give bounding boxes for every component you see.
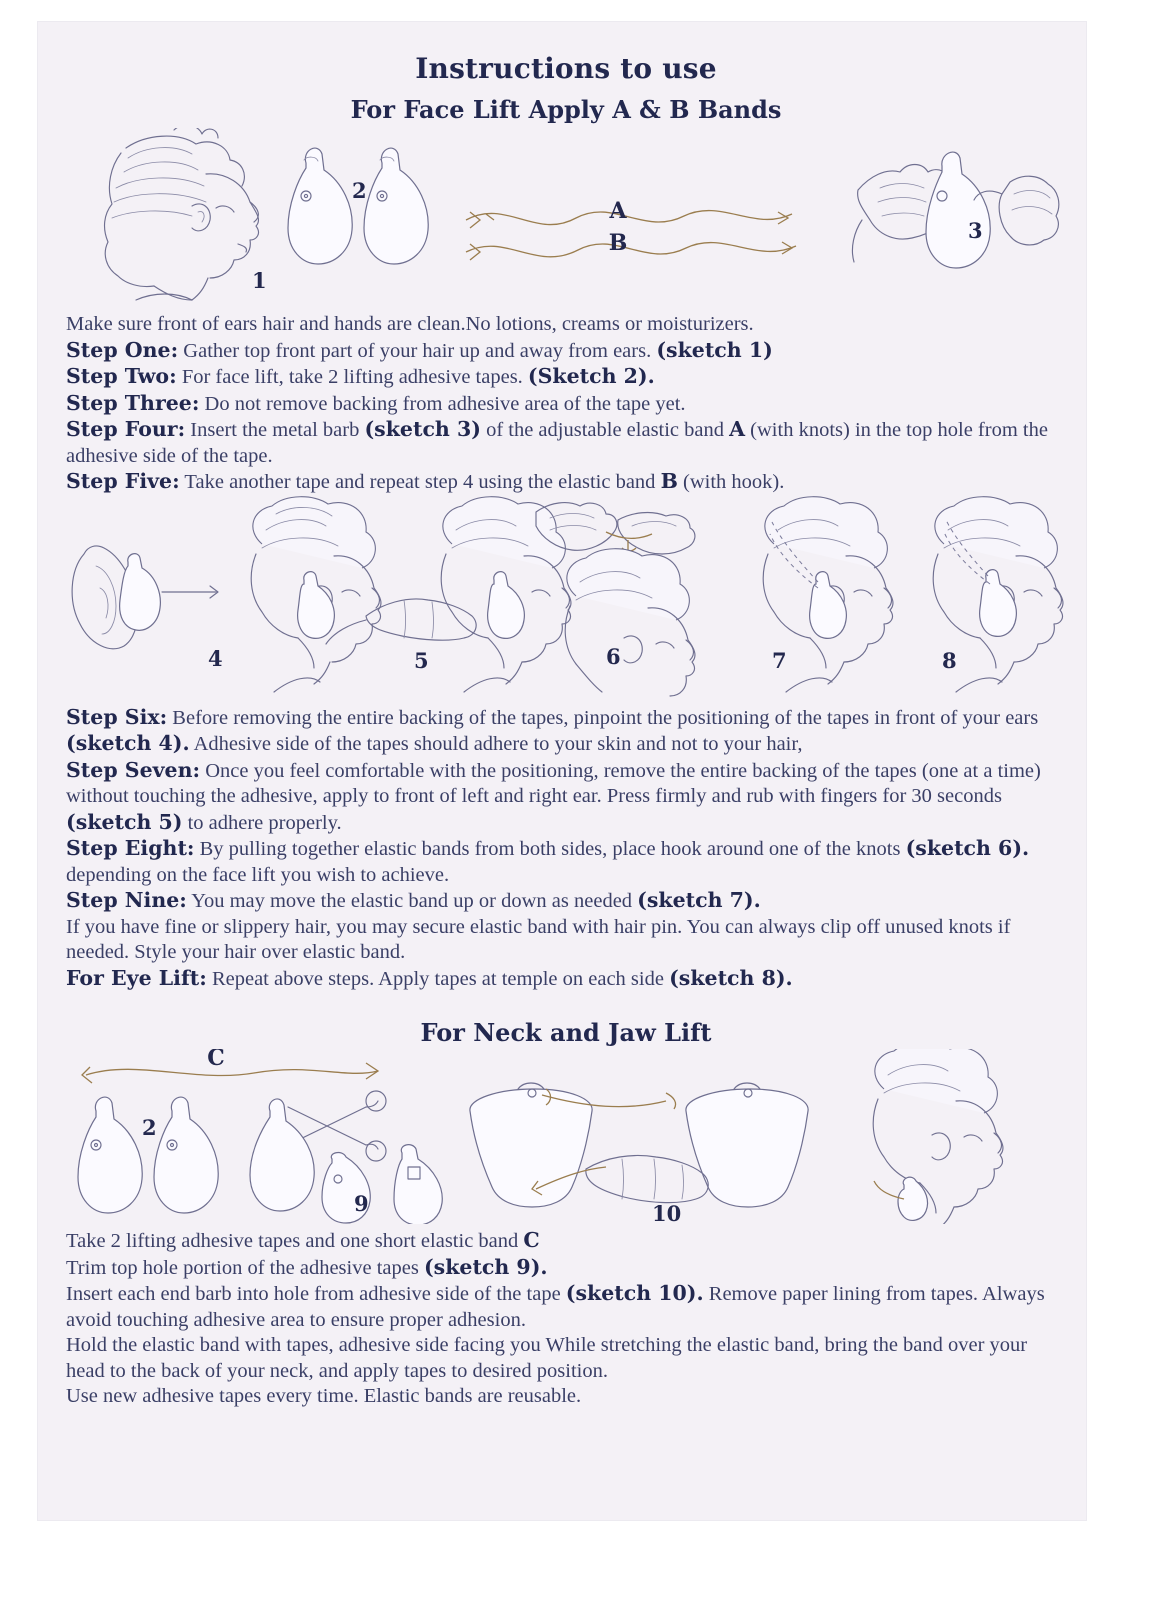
step-eight-text2: depending on the face lift you wish to achieve. [66, 863, 450, 886]
step-nine-sketch-ref: (sketch 7). [637, 888, 761, 912]
neck-line-3-text-a: Insert each end barb into hole from adhesive side of the tape [66, 1283, 566, 1305]
sketch-6-number: 6 [606, 643, 621, 669]
step-six-text: Before removing the entire backing of the tapes, pinpoint the positioning of the tapes in front of your ears [167, 706, 1039, 729]
step-six [66, 705, 1066, 758]
sketch-1-number: 1 [252, 268, 267, 293]
step-two [66, 364, 1066, 391]
face-lift-instructions [66, 312, 1066, 496]
step-three-text: Do not remove backing from adhesive area of the tape yet. [199, 392, 686, 415]
instruction-sheet [38, 22, 1086, 1520]
sketch-2b-number: 2 [142, 1115, 157, 1140]
sketch-1-head-hair-up [105, 128, 267, 300]
neck-line-3 [66, 1281, 1066, 1333]
step-four [66, 417, 1066, 469]
step-six-label: Step Six: [66, 704, 168, 729]
step-two-label: Step Two: [66, 364, 177, 388]
step-nine [66, 888, 1066, 915]
sketch-2b-two-tapes [78, 1097, 218, 1213]
sketch-group-1 [66, 128, 1066, 308]
neck-line-3-text-b: Remove paper lining from tapes. Always avoid touching adhesive area to ensure proper adhesion. [66, 1283, 1045, 1331]
sketch-8-number: 8 [942, 647, 957, 673]
neck-sketch-10-ref: (sketch 10). [565, 1281, 704, 1305]
face-lift-subtitle: For Face Lift Apply A & B Bands [350, 95, 782, 124]
sketch-10-number: 10 [652, 1201, 682, 1224]
figure-row-face-lift-middle [66, 496, 1066, 701]
step-seven-label: Step Seven: [66, 757, 201, 782]
neck-line-1 [66, 1228, 1066, 1255]
sketch-3-hands-barb [852, 152, 1058, 268]
step-eight-sketch-ref: (sketch 6). [905, 836, 1030, 860]
sketch-4-number: 4 [208, 645, 223, 671]
step-five-text2: (with hook). [677, 471, 785, 493]
step-three [66, 391, 1066, 418]
page-title: Instructions to use [415, 52, 717, 85]
eye-lift-line [66, 966, 1066, 993]
step-six-sketch-ref: (sketch 4). [66, 731, 190, 755]
face-lift-instructions-continued [66, 705, 1066, 993]
step-five-band-b: B [660, 469, 678, 493]
intro-line: Make sure front of ears hair and hands are clean.No lotions, creams or moisturizers. [66, 313, 754, 335]
step-seven-text2: to adhere properly. [182, 811, 342, 834]
eye-lift-sketch-ref: (sketch 8). [669, 965, 793, 990]
step-two-text: For face lift, take 2 lifting adhesive tapes. [176, 366, 528, 388]
neck-line-4: Hold the elastic band with tapes, adhesive side facing you While stretching the elastic band, bring the band over your head to the back of your neck, and apply tapes to desired position. [66, 1334, 1028, 1382]
sketch-4-ear-position [72, 496, 381, 691]
step-one-sketch-ref: (sketch 1) [656, 337, 773, 362]
step-six-text2: Adhesive side of the tapes should adhere to your skin and not to your hair, [189, 733, 803, 755]
sketch-6-hook-knot [536, 502, 695, 695]
figure-row-face-lift-top [66, 128, 1066, 308]
step-one [66, 338, 1066, 365]
sketch-2-number: 2 [352, 178, 367, 203]
sketch-5-number: 5 [414, 647, 429, 673]
neck-band-c: C [523, 1228, 540, 1252]
sketch-band-b [466, 230, 796, 260]
step-seven-sketch-ref: (sketch 5) [66, 809, 183, 834]
sketch-group-3 [66, 1049, 1066, 1224]
band-b-label: B [608, 230, 628, 256]
neck-sketch-9-ref: (sketch 9). [423, 1254, 548, 1279]
band-c-label: C [207, 1049, 225, 1071]
step-one-label: Step One: [66, 337, 179, 362]
step-three-label: Step Three: [66, 390, 200, 415]
neck-line-2-text: Trim top hole portion of the adhesive tapes [66, 1256, 424, 1279]
neck-jaw-section-title: For Neck and Jaw Lift [420, 1018, 712, 1047]
neck-line-2 [66, 1255, 1066, 1282]
step-four-label: Step Four: [66, 417, 186, 441]
step-five-text: Take another tape and repeat step 4 using the elastic band [179, 471, 661, 493]
step-nine-text: You may move the elastic band up or down as needed [186, 890, 638, 912]
step-seven [66, 758, 1066, 837]
sketch-2-two-tapes [288, 148, 428, 264]
step-eight-text: By pulling together elastic bands from both sides, place hook around one of the knots [194, 838, 906, 860]
step-one-text: Gather top front part of your hair up and away from ears. [178, 339, 657, 362]
step-four-text2: of the adjustable elastic band [480, 419, 730, 441]
step-four-text: Insert the metal barb [185, 419, 365, 441]
sheet-content [66, 40, 1066, 1410]
eye-lift-label: For Eye Lift: [66, 965, 207, 990]
step-four-sketch-ref: (sketch 3) [364, 417, 481, 441]
step-eight [66, 836, 1066, 888]
band-a-label: A [609, 198, 627, 224]
neck-line-5: Use new adhesive tapes every time. Elastic bands are reusable. [66, 1385, 582, 1407]
step-seven-text: Once you feel comfortable with the positioning, remove the entire backing of the tapes (one at a time) without touching the adhesive, apply to front of left and right ear. Press firmly and rub with fingers for 30 seconds [66, 759, 1041, 807]
eye-lift-text: Repeat above steps. Apply tapes at temple on each side [206, 967, 670, 990]
sketch-7-band-adjust [763, 496, 893, 691]
sketch-9-number: 9 [354, 1191, 369, 1216]
sketch-3-number: 3 [968, 218, 983, 243]
step-eight-label: Step Eight: [66, 836, 195, 860]
step-five-label: Step Five: [66, 469, 180, 493]
sketch-10-insert-barbs [470, 1083, 808, 1224]
neck-jaw-instructions [66, 1228, 1066, 1410]
neck-line-1-text: Take 2 lifting adhesive tapes and one short elastic band [66, 1230, 524, 1252]
sketch-9-trim-tapes [250, 1091, 442, 1224]
sketch-band-a [466, 198, 792, 228]
sketch-neck-result [873, 1049, 1003, 1224]
step-nine-label: Step Nine: [66, 888, 187, 912]
sketch-7-number: 7 [772, 647, 787, 673]
sketch-group-2 [66, 496, 1066, 701]
sketch-band-c [82, 1049, 378, 1083]
step-two-sketch-ref: (Sketch 2). [527, 364, 655, 388]
step-four-band-a: A [729, 417, 746, 441]
sketch-8-eye-lift [933, 496, 1063, 691]
hair-pin-note: If you have fine or slippery hair, you may secure elastic band with hair pin. You can always clip off unused knots if needed. Style your hair over elastic band. [66, 915, 1011, 963]
step-four-text3: (with knots) in the top hole from the adhesive side of the tape. [66, 419, 1048, 467]
step-five [66, 469, 1066, 496]
figure-row-neck-jaw [66, 1049, 1066, 1224]
